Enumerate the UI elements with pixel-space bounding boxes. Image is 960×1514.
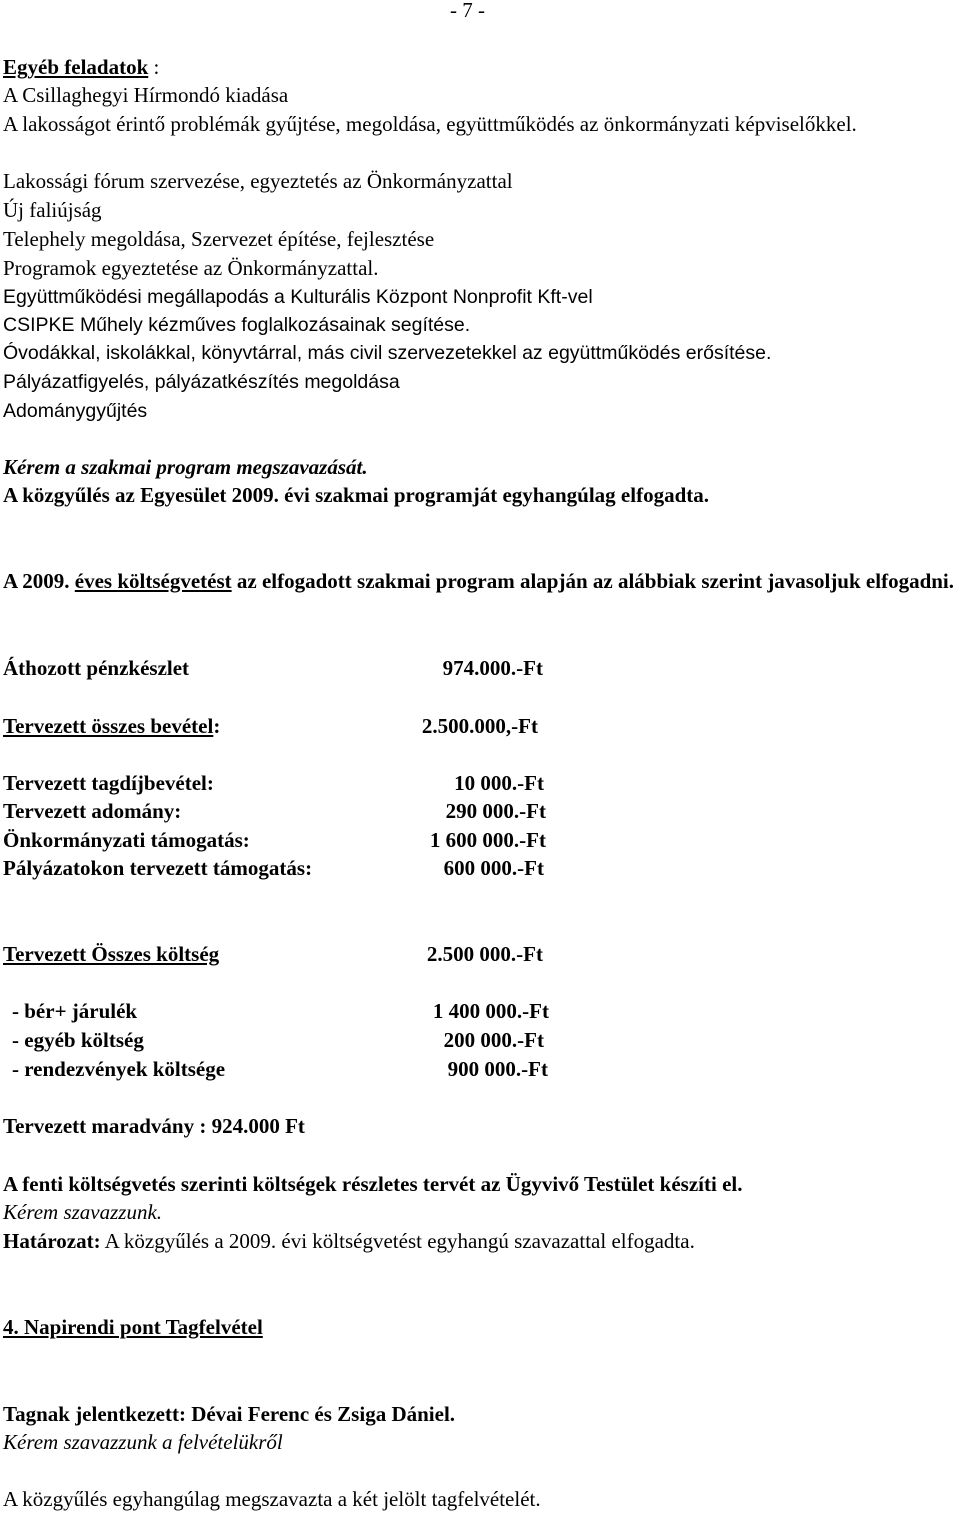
agenda-item-heading: 4. Napirendi pont Tagfelvétel — [3, 1315, 263, 1339]
task-item: Lakossági fórum szervezése, egyeztetés az Önkormányzattal — [3, 169, 513, 193]
task-item: A lakosságot érintő problémák gyűjtése, megoldása, együttműködés az önkormányzati képviselőkkel. — [3, 112, 857, 136]
task-item: Adománygyűjtés — [3, 400, 148, 422]
vote-request-budget: Kérem szavazzunk. — [3, 1200, 163, 1224]
decision-membership: A közgyűlés egyhangúlag megszavazta a két jelölt tagfelvételét. — [3, 1487, 541, 1511]
other-tasks-heading-line: Egyéb feladatok : — [3, 55, 160, 79]
budget-intro: A 2009. éves költségvetést az elfogadott szakmai program alapján az alábbiak szerint javasoljuk elfogadni. — [3, 569, 955, 593]
task-item: A Csillaghegyi Hírmondó kiadása — [3, 83, 289, 107]
page-number: - 7 - — [450, 0, 485, 22]
vote-request-program: Kérem a szakmai program megszavazását. — [3, 455, 368, 479]
membership-applicants: Tagnak jelentkezett: Dévai Ferenc és Zsiga Dániel. — [3, 1402, 456, 1426]
decision-budget: Határozat: A közgyűlés a 2009. évi költségvetést egyhangú szavazattal elfogadta. — [3, 1229, 695, 1253]
vote-request-membership: Kérem szavazzunk a felvételükről — [3, 1430, 283, 1454]
decision-program: A közgyűlés az Egyesület 2009. évi szakmai programját egyhangúlag elfogadta. — [3, 483, 710, 507]
cost-plan-note: A fenti költségvetés szerinti költségek részletes tervét az Ügyvivő Testület készíti el. — [3, 1172, 743, 1196]
task-item: Új faliújság — [3, 198, 102, 222]
task-item: Telephely megoldása, Szervezet építése, fejlesztése — [3, 227, 435, 251]
task-item: Óvodákkal, iskolákkal, könyvtárral, más civil szervezetekkel az együttműködés erősítése. — [3, 342, 772, 364]
budget-remainder: Tervezett maradvány : 924.000 Ft — [3, 1114, 305, 1138]
other-tasks-heading: Egyéb feladatok — [3, 55, 149, 79]
task-item: Pályázatfigyelés, pályázatkészítés megoldása — [3, 371, 400, 393]
task-item: Együttműködési megállapodás a Kulturális Központ Nonprofit Kft-vel — [3, 286, 593, 308]
task-item: CSIPKE Műhely kézműves foglalkozásainak segítése. — [3, 314, 471, 336]
task-item: Programok egyeztetése az Önkormányzattal. — [3, 256, 379, 280]
